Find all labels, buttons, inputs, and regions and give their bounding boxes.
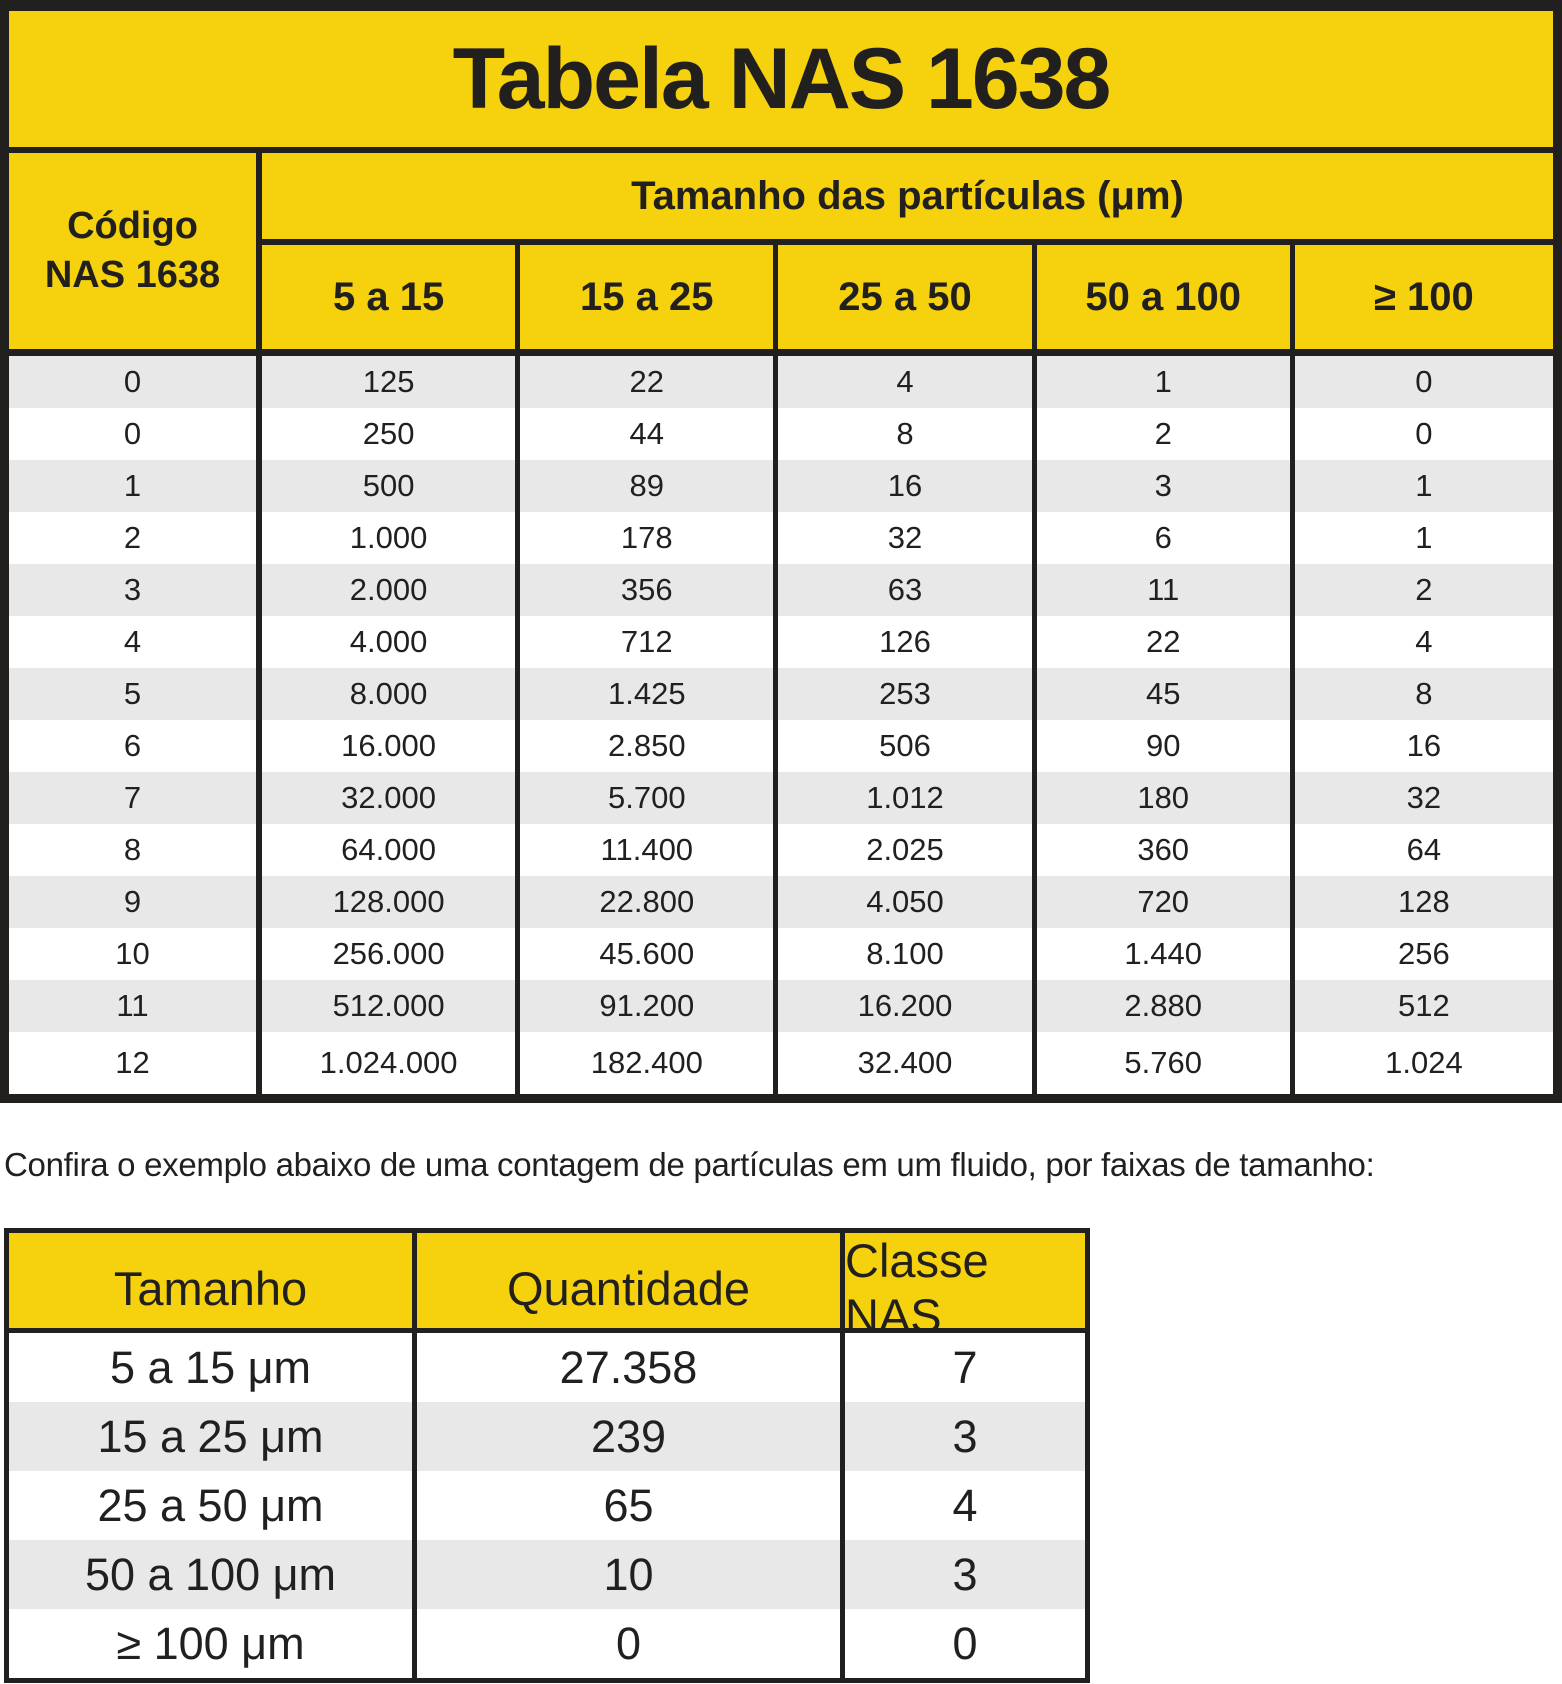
table-cell: 712 [520, 616, 778, 668]
table-cell: 0 [1415, 416, 1433, 451]
table-cell: 178 [520, 512, 778, 564]
table-row [9, 1471, 1085, 1540]
code-cell: 11 [9, 980, 262, 1032]
code-cell: 5 [9, 668, 262, 720]
table-cell: 91.200 [520, 980, 778, 1032]
table-cell: 356 [520, 564, 778, 616]
table-cell: 2.025 [778, 824, 1036, 876]
column-header-50-100: 50 a 100 [1037, 245, 1295, 349]
table-cell: 500 [262, 460, 520, 512]
table-cell: 32.000 [262, 772, 520, 824]
table-cell: 22 [520, 356, 778, 408]
size-cell: 50 a 100 μm [9, 1540, 417, 1609]
code-cell: 10 [9, 928, 262, 980]
table-cell: 8.000 [262, 668, 520, 720]
table-cell: 180 [1037, 772, 1295, 824]
nas-table-header [9, 153, 1553, 349]
table-cell: 250 [262, 408, 520, 460]
column-header-quantidade: Quantidade [417, 1233, 845, 1343]
example-count-table [4, 1228, 1090, 1683]
code-cell: 6 [9, 720, 262, 772]
table-row [9, 408, 1553, 460]
table-cell: 44 [520, 408, 778, 460]
class-cell: 0 [952, 1617, 978, 1669]
table-cell: 512.000 [262, 980, 520, 1032]
size-cell: 25 a 50 μm [9, 1471, 417, 1540]
table-cell: 4.050 [778, 876, 1036, 928]
table-cell: 2 [1415, 572, 1433, 607]
table-cell: 4 [1415, 624, 1433, 659]
table-cell: 16 [778, 460, 1036, 512]
table-cell: 22.800 [520, 876, 778, 928]
table-cell: 64.000 [262, 824, 520, 876]
table-row [9, 720, 1553, 772]
table-cell: 11.400 [520, 824, 778, 876]
example-caption: Confira o exemplo abaixo de uma contagem de partículas em um fluido, por faixas de tamanho: [4, 1146, 1375, 1183]
table-cell: 0 [1415, 364, 1433, 399]
table-cell: 4.000 [262, 616, 520, 668]
code-cell: 0 [9, 408, 262, 460]
code-cell: 7 [9, 772, 262, 824]
table-cell: 125 [262, 356, 520, 408]
table-cell: 1.024.000 [262, 1032, 520, 1094]
table-cell: 1.425 [520, 668, 778, 720]
column-header-15-25: 15 a 25 [520, 245, 778, 349]
table-row [9, 512, 1553, 564]
table-cell: 1.440 [1037, 928, 1295, 980]
table-cell: 256.000 [262, 928, 520, 980]
column-header-ge-100: ≥ 100 [1373, 274, 1474, 319]
column-header-classe-nas: Classe NAS [845, 1234, 989, 1342]
table-cell: 90 [1037, 720, 1295, 772]
table-cell: 126 [778, 616, 1036, 668]
table-cell: 8.100 [778, 928, 1036, 980]
class-cell: 3 [952, 1548, 978, 1600]
column-header-tamanho: Tamanho [9, 1233, 417, 1343]
particle-size-group-header: Tamanho das partículas (μm) [262, 153, 1553, 245]
table-cell: 16.200 [778, 980, 1036, 1032]
table-cell: 11 [1037, 564, 1295, 616]
table-cell: 64 [1406, 832, 1442, 867]
table-row [9, 356, 1553, 408]
table-row [9, 616, 1553, 668]
code-cell: 12 [9, 1032, 262, 1094]
table-cell: 256 [1398, 936, 1450, 971]
class-cell: 7 [952, 1341, 978, 1393]
code-header-line1: Código [67, 204, 198, 247]
table-row [9, 980, 1553, 1032]
table-cell: 2.850 [520, 720, 778, 772]
table-row [9, 1609, 1085, 1678]
table-cell: 720 [1037, 876, 1295, 928]
table-row [9, 772, 1553, 824]
quantity-cell: 10 [417, 1540, 845, 1609]
table-cell: 5.760 [1037, 1032, 1295, 1094]
table-row [9, 460, 1553, 512]
code-cell: 8 [9, 824, 262, 876]
table-cell: 16 [1406, 728, 1442, 763]
table-cell: 2 [1037, 408, 1295, 460]
table-cell: 506 [778, 720, 1036, 772]
table-cell: 182.400 [520, 1032, 778, 1094]
table-cell: 2.880 [1037, 980, 1295, 1032]
table-row [9, 928, 1553, 980]
table-row [9, 876, 1553, 928]
quantity-cell: 0 [417, 1609, 845, 1678]
table-cell: 1 [1037, 356, 1295, 408]
size-cell: ≥ 100 μm [9, 1609, 417, 1678]
table-cell: 360 [1037, 824, 1295, 876]
example-table-header [9, 1233, 1085, 1342]
table-cell: 5.700 [520, 772, 778, 824]
table-cell: 2.000 [262, 564, 520, 616]
table-cell: 1.000 [262, 512, 520, 564]
table-cell: 1.012 [778, 772, 1036, 824]
class-cell: 4 [952, 1479, 978, 1531]
table-row [9, 1032, 1553, 1094]
nas-table-body [9, 349, 1553, 1094]
table-cell: 1 [1415, 468, 1433, 503]
page-title: Tabela NAS 1638 [9, 11, 1553, 153]
table-cell: 8 [1415, 676, 1433, 711]
table-cell: 32.400 [778, 1032, 1036, 1094]
code-cell: 3 [9, 564, 262, 616]
code-cell: 9 [9, 876, 262, 928]
table-cell: 16.000 [262, 720, 520, 772]
table-cell: 4 [778, 356, 1036, 408]
table-cell: 6 [1037, 512, 1295, 564]
code-cell: 1 [9, 460, 262, 512]
column-header-25-50: 25 a 50 [778, 245, 1036, 349]
code-cell: 4 [9, 616, 262, 668]
code-cell: 2 [9, 512, 262, 564]
code-cell: 0 [9, 356, 262, 408]
class-cell: 3 [952, 1410, 978, 1462]
table-cell: 1 [1415, 520, 1433, 555]
size-cell: 15 a 25 μm [9, 1402, 417, 1471]
table-cell: 1.024 [1385, 1045, 1463, 1080]
quantity-cell: 65 [417, 1471, 845, 1540]
table-row [9, 1333, 1085, 1402]
table-cell: 32 [1406, 780, 1442, 815]
table-cell: 89 [520, 460, 778, 512]
quantity-cell: 239 [417, 1402, 845, 1471]
code-header-line2: NAS 1638 [44, 254, 221, 296]
table-row [9, 668, 1553, 720]
column-header-5-15: 5 a 15 [262, 245, 520, 349]
table-cell: 8 [778, 408, 1036, 460]
quantity-cell: 27.358 [417, 1333, 845, 1402]
table-cell: 32 [778, 512, 1036, 564]
table-cell: 253 [778, 668, 1036, 720]
size-cell: 5 a 15 μm [9, 1333, 417, 1402]
table-row [9, 1402, 1085, 1471]
table-cell: 3 [1037, 460, 1295, 512]
table-cell: 22 [1037, 616, 1295, 668]
table-cell: 512 [1398, 988, 1450, 1023]
code-column-header [9, 153, 262, 349]
table-cell: 128.000 [262, 876, 520, 928]
table-cell: 45 [1037, 668, 1295, 720]
table-row [9, 1540, 1085, 1609]
example-table-body [9, 1333, 1085, 1678]
table-row [9, 564, 1553, 616]
table-row [9, 824, 1553, 876]
table-cell: 63 [778, 564, 1036, 616]
table-cell: 128 [1398, 884, 1450, 919]
table-cell: 45.600 [520, 928, 778, 980]
